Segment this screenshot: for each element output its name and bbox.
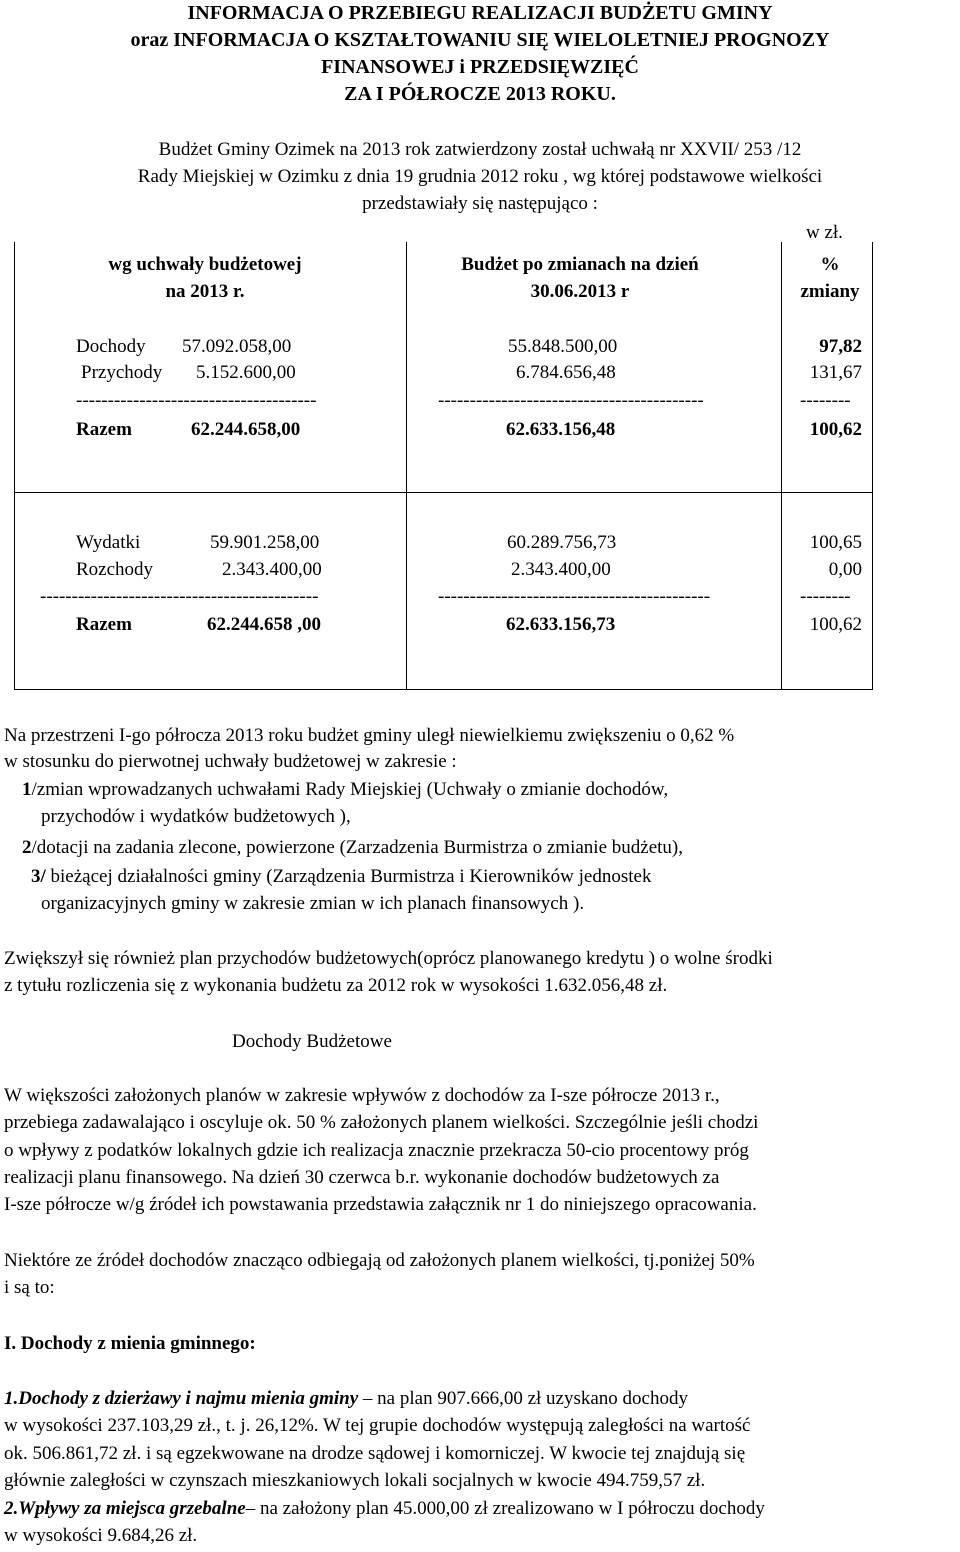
paragraph-line: realizacji planu finansowego. Na dzień 30 czerwca b.r. wykonanie dochodów budżetowych za — [4, 1167, 720, 1188]
row-label: Dochody — [76, 336, 146, 357]
list-item-1-cont: przychodów i wydatków budżetowych ), — [41, 806, 351, 827]
row-label: Wydatki — [76, 532, 141, 553]
row-pct: 100,65 — [809, 532, 862, 553]
row-pct: 0,00 — [828, 559, 862, 580]
total-label: Razem — [76, 419, 132, 440]
list-item-2 — [22, 834, 683, 861]
paragraph-line: przebiega zadawalająco i oscyluje ok. 50 % założonych planem wielkości. Szczególnie jeśli chodzi — [4, 1112, 759, 1133]
unit-label: w zł. — [806, 222, 843, 243]
subsection-title: 2.Wpływy za miejsca grzebalne — [4, 1498, 246, 1519]
row-pct: 131,67 — [809, 362, 862, 383]
list-number: 2 — [22, 837, 32, 858]
subsection-text: – na plan 907.666,00 zł uzyskano dochody — [358, 1388, 688, 1409]
row-after: 6.784.656,48 — [516, 362, 616, 383]
paragraph-line: Na przestrzeni I-go półrocza 2013 roku budżet gminy uległ niewielkiemu zwiększeniu o 0,62 % — [4, 725, 735, 746]
total-planned: 62.244.658,00 — [191, 419, 301, 440]
paragraph-line: o wpływy z podatków lokalnych gdzie ich realizacja znacznie przekracza 50-cio procentowy próg — [4, 1140, 749, 1161]
total-pct: 100,62 — [809, 419, 862, 440]
row-planned: 59.901.258,00 — [210, 532, 320, 553]
total-pct: 100,62 — [809, 614, 862, 635]
intro-line-1: Budżet Gminy Ozimek na 2013 rok zatwierdzony został uchwałą nr XXVII/ 253 /12 — [158, 139, 802, 160]
row-planned: 2.343.400,00 — [222, 559, 322, 580]
header-planned-line-2: na 2013 r. — [165, 281, 245, 302]
title-line-3: FINANSOWEJ i PRZEDSIĘWZIĘĆ — [321, 56, 639, 78]
title-line-1: INFORMACJA O PRZEBIEGU REALIZACJI BUDŻETU GMINY — [187, 2, 773, 24]
list-text: bieżącej działalności gminy (Zarządzenia Burmistrza i Kierowników jednostek — [45, 866, 652, 887]
subsection-line — [4, 1495, 765, 1522]
subsection-text: – na założony plan 45.000,00 zł zrealizowano w I półroczu dochody — [245, 1498, 765, 1519]
separator: ------------------------------------------- — [438, 586, 711, 607]
separator: -------------------------------------- — [76, 390, 317, 411]
separator: -------- — [800, 586, 851, 607]
paragraph-line: głównie zaległości w czynszach mieszkaniowych lokali socjalnych w kwocie 494.759,57 zł. — [4, 1470, 706, 1491]
header-after-line-1: Budżet po zmianach na dzień — [461, 254, 699, 275]
table-section-divider — [15, 492, 872, 493]
table-divider-1 — [406, 242, 407, 689]
total-after: 62.633.156,48 — [506, 419, 616, 440]
section-heading: I. Dochody z mienia gminnego: — [4, 1333, 256, 1354]
list-item-1 — [22, 776, 668, 803]
title-line-2: oraz INFORMACJA O KSZTAŁTOWANIU SIĘ WIELOLETNIEJ PROGNOZY — [130, 29, 830, 51]
list-number: 1 — [22, 779, 32, 800]
row-after: 2.343.400,00 — [511, 559, 611, 580]
row-label: Rozchody — [76, 559, 154, 580]
paragraph-line: w wysokości 9.684,26 zł. — [4, 1525, 198, 1546]
total-planned: 62.244.658 ,00 — [207, 614, 321, 635]
budget-table — [14, 242, 873, 690]
header-after-line-2: 30.06.2013 r — [530, 281, 630, 302]
paragraph-line: I-sze półrocze w/g źródeł ich powstawania przedstawia załącznik nr 1 do niniejszego opracowania. — [4, 1194, 757, 1215]
intro-line-2: Rady Miejskiej w Ozimku z dnia 19 grudnia 2012 roku , wg której podstawowe wielkości — [137, 166, 823, 187]
row-after: 55.848.500,00 — [508, 336, 618, 357]
row-pct: 97,82 — [819, 336, 862, 357]
section-heading: Dochody Budżetowe — [232, 1031, 392, 1052]
row-planned: 5.152.600,00 — [196, 362, 296, 383]
row-planned: 57.092.058,00 — [182, 336, 292, 357]
paragraph-line: w wysokości 237.103,29 zł., t. j. 26,12%. W tej grupie dochodów występują zaległości na wartość — [4, 1415, 751, 1436]
paragraph-line: Niektóre ze źródeł dochodów znacząco odbiegają od założonych planem wielkości, tj.poniżej 50% — [4, 1250, 755, 1271]
total-after: 62.633.156,73 — [506, 614, 616, 635]
title-line-4: ZA I PÓŁROCZE 2013 ROKU. — [344, 83, 616, 105]
row-label: Przychody — [81, 362, 163, 383]
paragraph-line: ok. 506.861,72 zł. i są egzekwowane na drodze sądowej i komorniczej. W kwocie tej znajdują się — [4, 1443, 746, 1464]
list-text: /zmian wprowadzanych uchwałami Rady Miejskiej (Uchwały o zmianie dochodów, — [31, 779, 669, 800]
separator: -------- — [800, 390, 851, 411]
separator: ------------------------------------------ — [438, 390, 704, 411]
paragraph-line: Zwiększył się również plan przychodów budżetowych(oprócz planowanego kredytu ) o wolne środki — [4, 948, 773, 969]
paragraph-line: i są to: — [4, 1277, 55, 1298]
header-planned-line-1: wg uchwały budżetowej — [108, 254, 302, 275]
list-number: 3/ — [31, 866, 46, 887]
row-after: 60.289.756,73 — [507, 532, 617, 553]
paragraph-line: w stosunku do pierwotnej uchwały budżetowej w zakresie : — [4, 751, 457, 772]
intro-line-3: przedstawiały się następująco : — [362, 193, 598, 214]
separator: -------------------------------------------- — [40, 586, 319, 607]
subsection-line — [4, 1385, 688, 1412]
header-pct-line-1: % — [820, 254, 840, 275]
list-text: /dotacji na zadania zlecone, powierzone (Zarzadzenia Burmistrza o zmianie budżetu), — [31, 837, 683, 858]
total-label: Razem — [76, 614, 132, 635]
header-pct-line-2: zmiany — [800, 281, 860, 302]
paragraph-line: z tytułu rozliczenia się z wykonania budżetu za 2012 rok w wysokości 1.632.056,48 zł. — [4, 975, 668, 996]
list-item-3-cont: organizacyjnych gminy w zakresie zmian w ich planach finansowych ). — [41, 893, 585, 914]
paragraph-line: W większości założonych planów w zakresie wpływów z dochodów za I-sze półrocze 2013 r., — [4, 1085, 720, 1106]
subsection-title: 1.Dochody z dzierżawy i najmu mienia gminy — [4, 1388, 359, 1409]
list-item-3 — [31, 863, 651, 890]
